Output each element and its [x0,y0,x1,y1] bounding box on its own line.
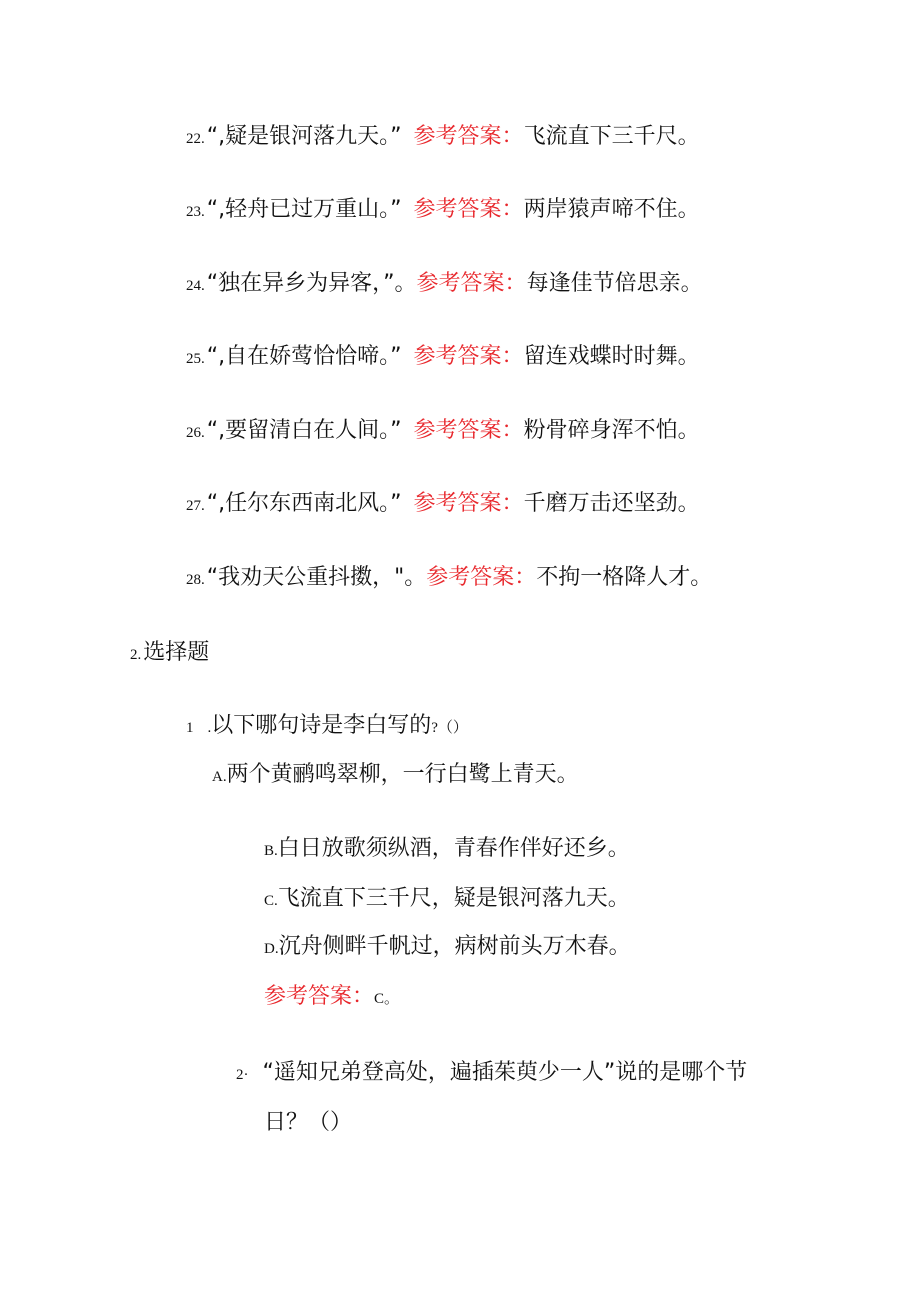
option-a [212,760,579,792]
section-heading [130,638,209,670]
answer-label: 参考答案： [426,565,537,590]
item-number: 25. [186,351,205,367]
question-dot: . [207,720,212,736]
item-answer: 留连戏蝶时时舞。 [523,344,700,369]
answer-label: 参考答案： [416,271,527,296]
answer-label: 参考答案： [413,418,524,443]
fill-item-27 [186,489,700,521]
item-answer: 千磨万击还坚劲。 [523,491,700,516]
option-letter: D. [264,941,279,957]
item-question: “,疑是银河落九天。” [206,124,402,149]
option-d [264,932,631,964]
option-text: 两个黄鹂鸣翠柳，一行白鹭上青天。 [226,762,579,787]
answer-label: 参考答案： [413,197,524,222]
option-text: 飞流直下三千尺，疑是银河落九天。 [277,886,630,911]
item-number: 24. [186,278,205,294]
fill-item-25 [186,342,700,374]
section-number: 2. [130,647,142,663]
fill-item-28 [186,563,712,595]
item-answer: 粉骨碎身浑不怕。 [523,418,700,443]
answer-label: 参考答案： [264,984,375,1009]
answer-label: 参考答案： [413,124,524,149]
fill-item-23 [186,195,700,227]
item-number: 27. [186,498,205,514]
option-letter: B. [264,843,278,859]
q1-answer [264,982,399,1014]
item-question: “,要留清白在人间。” [206,418,402,443]
question-text-continued: 日？（） [264,1110,353,1135]
item-answer: 飞流直下三千尺。 [523,124,700,149]
section-title: 选择题 [143,640,210,665]
item-number: 23. [186,204,205,220]
question-text: 以下哪句诗是李白写的 [211,713,432,738]
fill-item-24 [186,269,703,301]
option-text: 白日放歌须纵酒，青春作伴好还乡。 [277,836,630,861]
question-2-line1 [236,1058,747,1090]
answer-label: 参考答案： [413,491,524,516]
question-number: 1 [186,720,194,736]
option-text: 沉舟侧畔千帆过，病树前头万木春。 [278,934,631,959]
item-number: 26. [186,425,205,441]
item-question: “,任尔东西南北风。” [206,491,402,516]
question-tail: ?（） [431,720,468,736]
item-number: 22. [186,131,205,147]
item-answer: 两岸猿声啼不住。 [523,197,700,222]
item-question: “我劝天公重抖擞，"。 [206,565,427,590]
item-question: “,轻舟已过万重山。” [206,197,402,222]
question-text: “遥知兄弟登高处，遍插茱萸少一人”说的是哪个节 [262,1060,748,1085]
item-answer: 每逢佳节倍思亲。 [526,271,703,296]
option-b [264,834,630,866]
answer-label: 参考答案： [413,344,524,369]
question-number: 2· [236,1067,249,1083]
option-c [264,884,630,916]
fill-item-22 [186,122,700,154]
option-letter: C. [264,893,278,909]
item-question: “,自在娇莺恰恰啼。” [206,344,402,369]
answer-value: C。 [374,991,400,1007]
fill-item-26 [186,416,700,448]
item-number: 28. [186,572,205,588]
item-answer: 不拘一格降人才。 [536,565,713,590]
question-2-line2 [264,1108,352,1138]
option-letter: A. [212,769,227,785]
item-question: “独在异乡为异客，”。 [206,271,417,296]
question-1 [186,711,468,743]
